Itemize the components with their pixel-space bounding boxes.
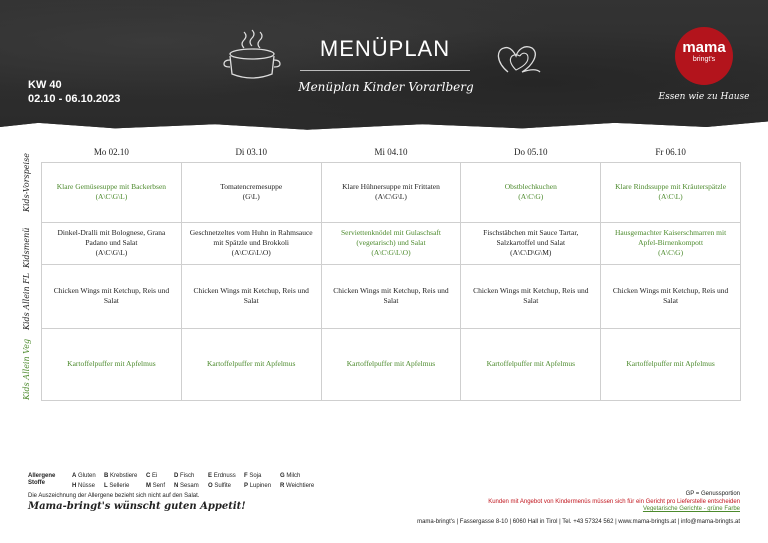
menu-cell: Chicken Wings mit Ketchup, Reis und Salat [181,264,321,328]
allergen-item: M Senf [146,483,166,489]
allergen-title: Allergene Stoffe [28,473,56,486]
day-header: Mi 04.10 [374,146,408,157]
menu-cell: Kartoffelpuffer mit Apfelmus [461,328,601,400]
day-header-row [42,142,741,162]
page-subtitle: Menüplan Kinder Vorarlberg [298,80,474,94]
day-header: Do 05.10 [514,146,548,157]
closing-wish: Mama-bringt's wünscht guten Appetit! [28,501,246,512]
page-title: MENÜPLAN [319,36,451,61]
footer-notes [488,491,740,514]
vegetarian-note: Vegetarische Gerichte - grüne Farbe [642,506,740,512]
menu-cell: Tomatencremesuppe (G\L) [181,162,321,222]
row-label-vorspeise: Kids-Vorspeise [22,153,31,212]
menu-cell: Chicken Wings mit Ketchup, Reis und Salat [601,264,741,328]
allergen-item: E Erdnuss [208,473,236,479]
allergen-item: R Weichtiere [280,483,315,489]
allergen-item: B Krebstiere [104,473,138,479]
menu-cell: Fischstäbchen mit Sauce Tartar, Salzkartoffel und Salat (A\C\D\G\M) [461,222,601,264]
menu-cell: Klare Rindssuppe mit Kräuterspätzle (A\C\L) [601,162,741,222]
menu-row-vorspeise [42,162,741,222]
day-header: Di 03.10 [235,146,267,157]
menu-table [41,142,741,401]
tagline: Essen wie zu Hause [658,92,750,102]
footer-contact: mama-bringt's | Fassergasse 8-10 | 6060 Hall in Tirol | Tel. +43 57324 562 | www.mama-bringts.at | info@mama-bringts.at [417,519,740,525]
menu-cell: Chicken Wings mit Ketchup, Reis und Salat [461,264,601,328]
week-number: KW 40 [28,79,62,91]
menu-cell: Geschnetzeltes vom Huhn in Rahmsauce mit Spätzle und Brokkoli (A\C\G\L\O) [181,222,321,264]
allergen-item: G Milch [280,473,301,479]
menu-cell: Hausgemachter Kaiserschmarren mit Apfel-Birnenkompott (A\C\G) [601,222,741,264]
row-label-allein-veg: Kids Allein Veg [22,338,31,400]
allergen-item: F Soja [244,473,262,479]
menu-cell: Kartoffelpuffer mit Apfelmus [181,328,321,400]
row-label-allein-fl: Kids Allein FL [22,272,31,330]
logo-sub-text: bringt's [692,56,716,63]
allergen-item: P Lupinen [244,483,272,489]
menu-cell: Klare Gemüsesuppe mit Backerbsen (A\C\G\L) [42,162,182,222]
allergen-item: C Ei [146,473,158,479]
allergen-item: N Sesam [174,483,199,489]
cooking-pot-icon [222,28,282,84]
allergen-item: D Fisch [174,473,195,479]
date-range: 02.10 - 06.10.2023 [28,93,121,105]
day-header: Mo 02.10 [93,146,129,157]
header-banner [0,0,768,138]
kids-menu-note: Kunden mit Angebot von Kindermenüs müssen sich für ein Gericht pro Lieferstelle entscheiden [488,498,740,505]
menu-row-kidsmenu [42,222,741,264]
logo-main-text: mama [682,39,726,56]
gp-note: GP = Genussportion [685,491,740,497]
allergen-note: Die Auszeichnung der Allergene bezieht sich nicht auf den Salat. [28,493,200,499]
menu-cell: Chicken Wings mit Ketchup, Reis und Salat [321,264,461,328]
menu-cell: Chicken Wings mit Ketchup, Reis und Salat [42,264,182,328]
menu-cell: Obstblechkuchen (A\C\G) [461,162,601,222]
heart-icon [494,42,544,78]
day-header: Fr 06.10 [655,146,686,157]
menu-row-allein-veg [42,328,741,400]
title-divider [300,70,470,71]
menu-cell: Kartoffelpuffer mit Apfelmus [42,328,182,400]
allergen-item: A Gluten [72,473,96,479]
menu-cell: Kartoffelpuffer mit Apfelmus [321,328,461,400]
menu-row-allein-fl [42,264,741,328]
brand-logo [675,27,733,85]
menu-cell: Serviettenknödel mit Gulaschsaft (vegetarisch) und Salat (A\C\G\L\O) [321,222,461,264]
menu-cell: Kartoffelpuffer mit Apfelmus [601,328,741,400]
allergen-item: H Nüsse [72,483,96,489]
row-label-kidsmenu: Kidsmenü [22,227,31,268]
allergen-item: L Sellerie [104,483,130,489]
menu-cell: Klare Hühnersuppe mit Frittaten (A\C\G\L) [321,162,461,222]
menu-cell: Dinkel-Dralli mit Bolognese, Grana Padano und Salat (A\C\G\L) [42,222,182,264]
allergen-item: O Sulfite [208,483,232,489]
